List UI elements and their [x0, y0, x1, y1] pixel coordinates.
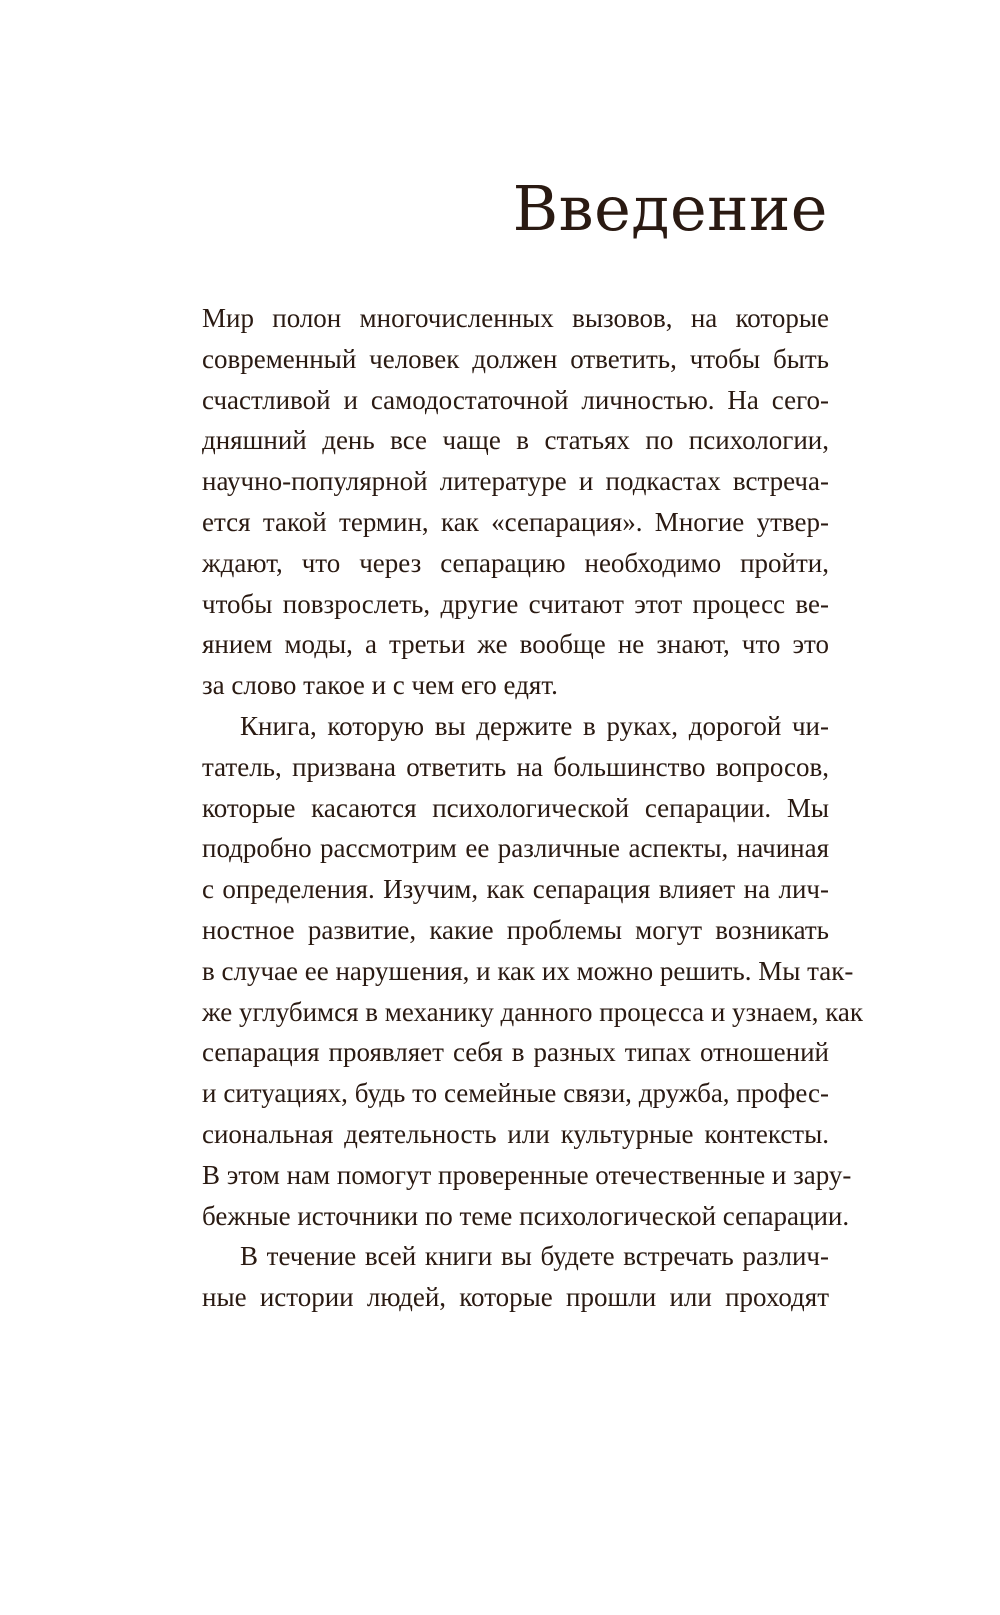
text-line: и ситуациях, будь то семейные связи, дружба, профес-: [202, 1078, 829, 1109]
body-text: [202, 298, 864, 1318]
text-line: бежные источники по теме психологической сепарации.: [202, 1200, 850, 1231]
text-line: Книга, которую вы держите в руках, дорогой чи-: [240, 710, 829, 741]
text-line: янием моды, а третьи же вообще не знают, что это: [202, 629, 829, 660]
text-line: за слово такое и с чем его едят.: [202, 670, 558, 701]
text-line: счастливой и самодостаточной личностью. На сего-: [202, 384, 829, 415]
text-line: В этом нам помогут проверенные отечественные и зару-: [202, 1159, 852, 1190]
text-line: современный человек должен ответить, чтобы быть: [202, 343, 829, 374]
text-line: татель, призвана ответить на большинство вопросов,: [202, 751, 829, 782]
text-line: ется такой термин, как «сепарация». Многие утвер-: [202, 506, 829, 537]
text-line: сиональная деятельность или культурные контексты.: [202, 1118, 829, 1149]
text-line: дняшний день все чаще в статьях по психологии,: [202, 425, 829, 456]
text-line: которые касаются психологической сепарации. Мы: [202, 792, 829, 823]
text-line: с определения. Изучим, как сепарация влияет на лич-: [202, 874, 829, 905]
text-line: в случае ее нарушения, и как их можно решить. Мы так-: [202, 955, 854, 986]
text-line: ностное развитие, какие проблемы могут возникать: [202, 914, 829, 945]
text-line: сепарация проявляет себя в разных типах отношений: [202, 1037, 829, 1068]
text-line: чтобы повзрослеть, другие считают этот процесс ве-: [202, 588, 829, 619]
text-line: же углубимся в механику данного процесса и узнаем, как: [202, 996, 864, 1027]
text-line: ждают, что через сепарацию необходимо пройти,: [202, 547, 829, 578]
text-line: научно-популярной литературе и подкастах встреча-: [202, 466, 829, 497]
text-line: Мир полон многочисленных вызовов, на которые: [202, 303, 829, 333]
text-line: ные истории людей, которые прошли или проходят: [202, 1282, 829, 1313]
text-line: подробно рассмотрим ее различные аспекты, начиная: [202, 833, 829, 864]
chapter-title: Введение: [512, 172, 828, 245]
text-line: В течение всей книги вы будете встречать различ-: [240, 1241, 829, 1272]
